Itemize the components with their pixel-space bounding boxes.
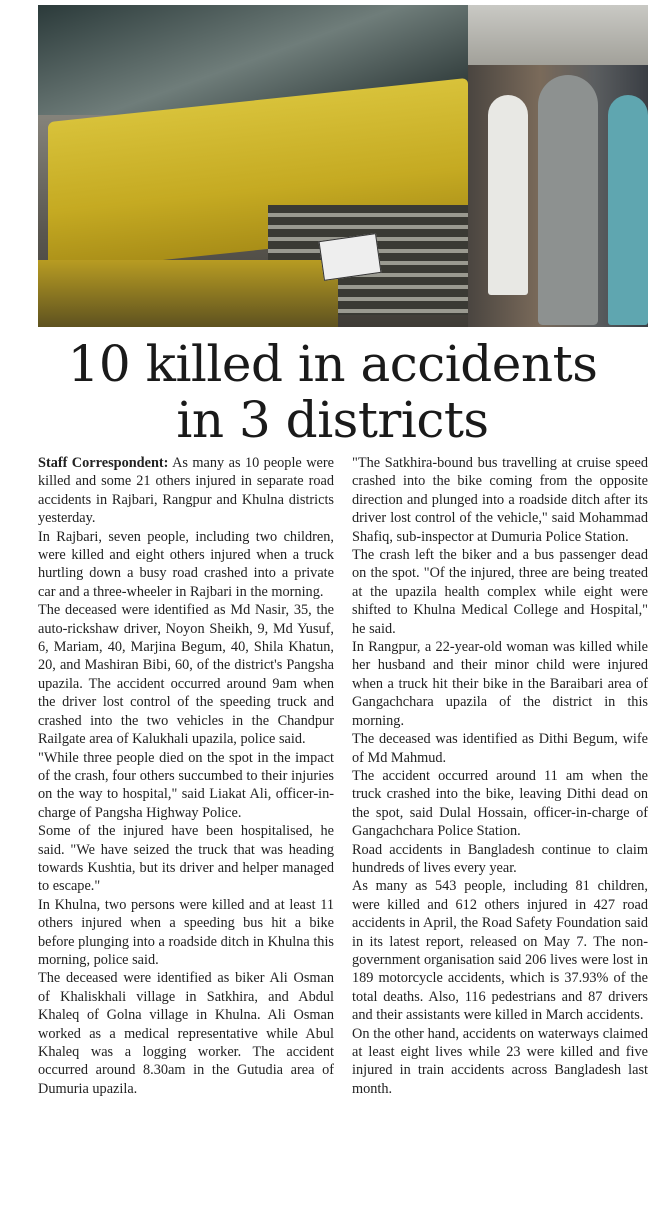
license-plate	[318, 233, 381, 281]
article-column-1	[38, 454, 334, 1098]
paragraph: Road accidents in Bangladesh continue to claim hundreds of lives every year.	[352, 841, 648, 876]
article-column-2	[352, 454, 648, 1098]
onlooker	[538, 75, 598, 325]
headline	[0, 336, 665, 448]
paragraph: The crash left the biker and a bus passenger dead on the spot. "Of the injured, three are being treated at the upazila health complex while eight were shifted to Khulna Medical College and Hospital," he said.	[352, 547, 648, 637]
headline-line-1: 10 killed in accidents	[67, 335, 598, 393]
crowd	[468, 65, 648, 327]
paragraph: The deceased was identified as Dithi Begum, wife of Md Mahmud.	[352, 731, 648, 766]
paragraph: The deceased were identified as Md Nasir, 35, the auto-rickshaw driver, Noyon Sheikh, 9, Md Yusuf, 6, Mariam, 40, Marjina Begum, 40, Shila Khatun, 20, and Mashiran Bibi, 60, of the district's Pangsha upazila. The accident occurred around 9am when the driver lost control of the speeding truck and crashed into the two vehicles in the Chandpur Railgate area of Kalukhali upazila, police said.	[38, 602, 334, 748]
paragraph: In Rangpur, a 22-year-old woman was killed while her husband and their minor child were injured when a truck hit their bike in the Baraibari area of Gangachchara upazila of the district in this morning.	[352, 639, 648, 729]
headline-line-2: in 3 districts	[176, 391, 489, 449]
paragraph-text: As many as 10 people were killed and some 21 others injured in separate road accidents in Rajbari, Rangpur and Khulna districts yesterday.	[38, 455, 334, 527]
paragraph: The accident occurred around 11 am when the truck crashed into the bike, leaving Dithi dead on the spot, said Dulal Hossain, officer-in-charge of Gangachchara Police Station.	[352, 767, 648, 840]
truck-bumper	[38, 260, 338, 327]
paragraph: On the other hand, accidents on waterways claimed at least eight lives while 23 were killed and five injured in train accidents across Bangladesh last month.	[352, 1025, 648, 1097]
paragraph: "While three people died on the spot in the impact of the crash, four others succumbed to their injuries on the way to hospital," said Liakat Ali, officer-in-charge of Pangsha Highway Police.	[38, 749, 334, 821]
paragraph	[38, 454, 334, 528]
paragraph: In Khulna, two persons were killed and at least 11 others injured when a speeding bus hit a bike before plunging into a roadside ditch in Khulna this morning, police said.	[38, 896, 334, 968]
paragraph: "The Satkhira-bound bus travelling at cruise speed crashed into the bike coming from the opposite direction and plunged into a roadside ditch after its driver lost control of the vehicle," said Mohammad Shafiq, sub-inspector at Dumuria Police Station.	[352, 455, 648, 545]
paragraph: The deceased were identified as biker Ali Osman of Khaliskhali village in Satkhira, and Abdul Khaleq of Golna village in Khulna. Ali Osman worked as a medical representative while Abul Khaleq was a logging worker. The accident occurred around 8.30am in the Gutudia area of Dumuria upazila.	[38, 970, 334, 1097]
paragraph: In Rajbari, seven people, including two children, were killed and eight others injured when a truck hurtling down a busy road crashed into a private car and a three-wheeler in Rajbari in the morning.	[38, 528, 334, 600]
paragraph: Some of the injured have been hospitalised, he said. "We have seized the truck that was heading towards Kushtia, but its driver and helper managed to escape."	[38, 823, 334, 895]
onlooker	[608, 95, 648, 325]
paragraph: As many as 543 people, including 81 children, were killed and 612 others injured in 427 road accidents in April, the Road Safety Foundation said in its latest report, released on May 7. The non-government organisation said 206 lives were lost in 189 motorcycle accidents, which is 37.93% of the total deaths. Also, 116 pedestrians and 87 drivers and their assistants were killed in March accidents.	[352, 878, 648, 1024]
byline: Staff Correspondent:	[38, 455, 169, 471]
accident-photo	[38, 5, 648, 327]
onlooker	[488, 95, 528, 295]
